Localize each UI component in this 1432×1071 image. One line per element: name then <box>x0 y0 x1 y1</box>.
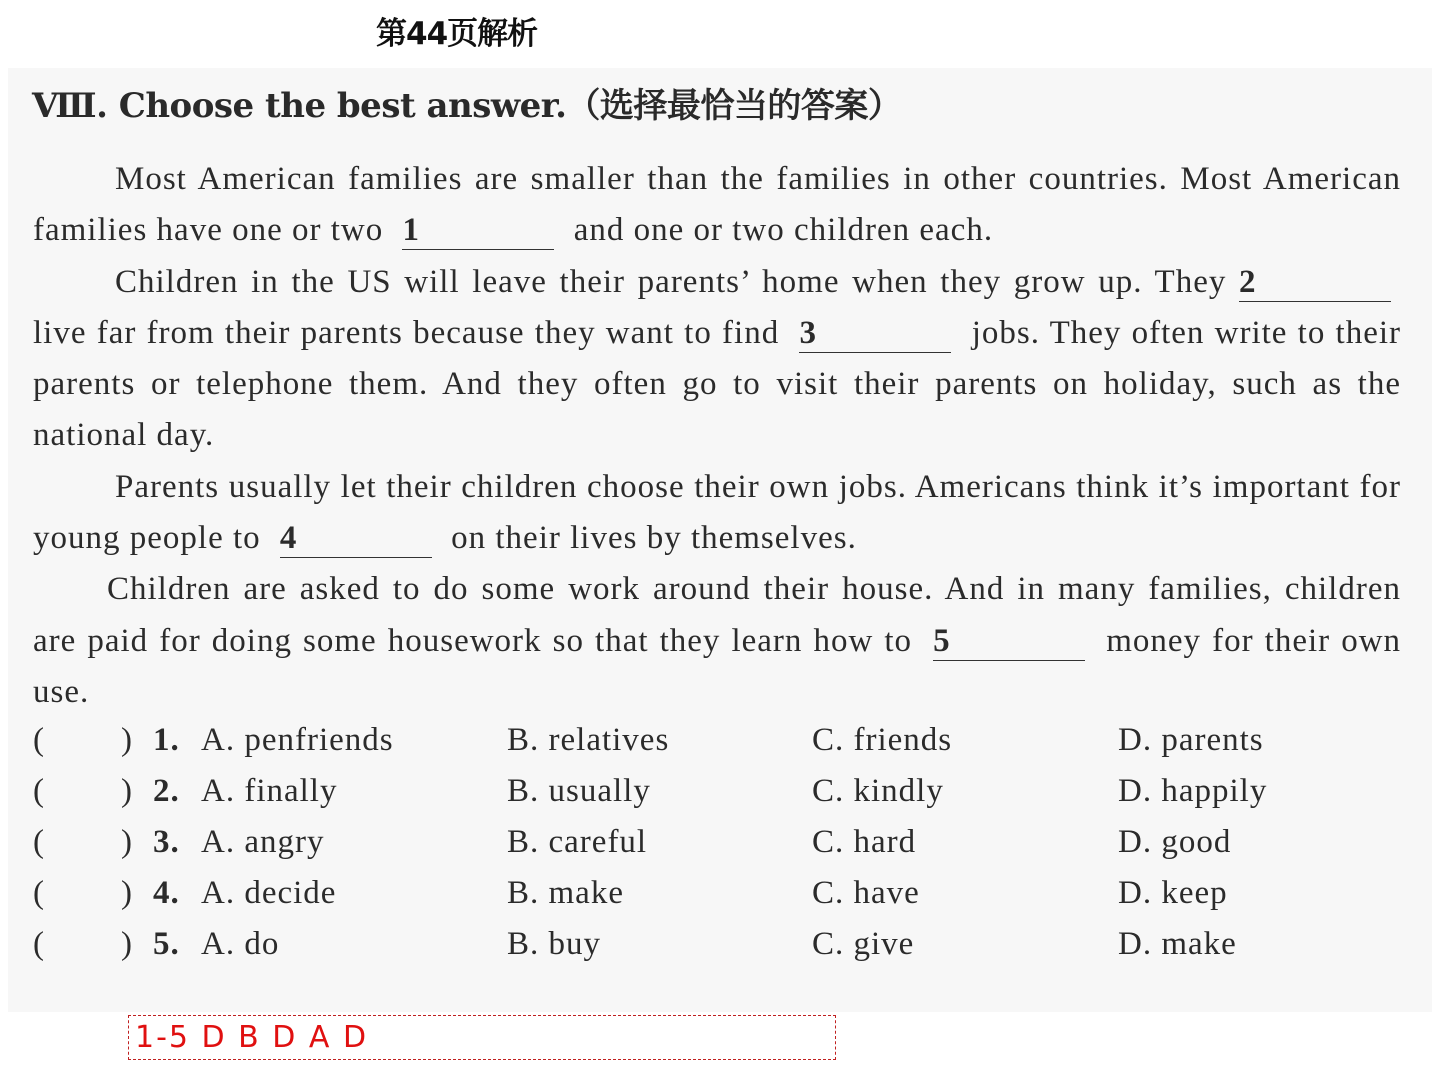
option-d: D. good <box>1118 824 1232 860</box>
paragraph-1 <box>33 154 1401 257</box>
paragraph-text: Most American families are smaller than the families in other countries. Most American families have one or two <box>33 161 1401 249</box>
answer-paren-open: ( <box>33 773 45 809</box>
section-title: Ⅷ. Choose the best answer.（选择最恰当的答案） <box>32 86 902 126</box>
option-c: C. give <box>812 926 915 962</box>
option-a: A. penfriends <box>201 722 394 758</box>
paragraph-text: on their lives by themselves. <box>451 520 857 557</box>
option-c: C. hard <box>812 824 917 860</box>
answer-paren-open: ( <box>33 926 45 962</box>
answer-paren-open: ( <box>33 875 45 911</box>
paragraph-text: money for their own use. <box>33 622 1402 710</box>
paragraph-text: and one or two children each. <box>573 212 994 249</box>
page-heading: 第44页解析 <box>376 16 538 52</box>
option-a: A. angry <box>201 824 325 860</box>
answer-paren-close: ) <box>121 824 133 860</box>
answer-paren-close: ) <box>121 773 133 809</box>
option-d: D. happily <box>1118 773 1268 809</box>
paragraph-text: live far from their parents because they want to find <box>33 314 780 351</box>
blank-3: 3 <box>799 314 951 353</box>
answer-box <box>128 1015 836 1060</box>
paragraph-text: Children are asked to do some work around their house. And in many families, children are paid for doing some housework so that they learn how to <box>33 571 1401 659</box>
option-c: C. have <box>812 875 920 911</box>
question-number: 5. <box>153 926 180 962</box>
answer-paren-close: ) <box>121 926 133 962</box>
option-c: C. kindly <box>812 773 944 809</box>
paragraph-text: jobs. They often write to their parents or telephone them. And they often go to visit their parents on holiday, such as the national day. <box>33 314 1402 454</box>
question-number: 2. <box>153 773 180 809</box>
option-a: A. finally <box>201 773 338 809</box>
question-number: 1. <box>153 722 180 758</box>
answer-key: 1-5 D B D A D <box>135 1020 369 1055</box>
question-number: 4. <box>153 875 180 911</box>
reading-passage <box>33 154 1401 718</box>
option-b: B. make <box>507 875 624 911</box>
option-d: D. keep <box>1118 875 1228 911</box>
option-d: D. make <box>1118 926 1237 962</box>
question-number: 3. <box>153 824 180 860</box>
paragraph-3 <box>33 462 1401 565</box>
option-b: B. relatives <box>507 722 670 758</box>
option-a: A. decide <box>201 875 337 911</box>
paragraph-text: Children in the US will leave their parents’ home when they grow up. They <box>115 263 1227 300</box>
answer-paren-open: ( <box>33 824 45 860</box>
option-d: D. parents <box>1118 722 1264 758</box>
option-c: C. friends <box>812 722 953 758</box>
option-b: B. usually <box>507 773 651 809</box>
blank-4: 4 <box>280 519 432 558</box>
blank-5: 5 <box>933 622 1085 661</box>
answer-paren-open: ( <box>33 722 45 758</box>
option-b: B. buy <box>507 926 602 962</box>
paragraph-text: Parents usually let their children choose their own jobs. Americans think it’s important for young people to <box>33 468 1401 557</box>
blank-1: 1 <box>402 211 554 250</box>
option-a: A. do <box>201 926 280 962</box>
option-b: B. careful <box>507 824 648 860</box>
paragraph-2 <box>33 257 1401 462</box>
answer-paren-close: ) <box>121 722 133 758</box>
blank-2: 2 <box>1239 263 1391 302</box>
paragraph-4 <box>33 564 1401 718</box>
answer-paren-close: ) <box>121 875 133 911</box>
